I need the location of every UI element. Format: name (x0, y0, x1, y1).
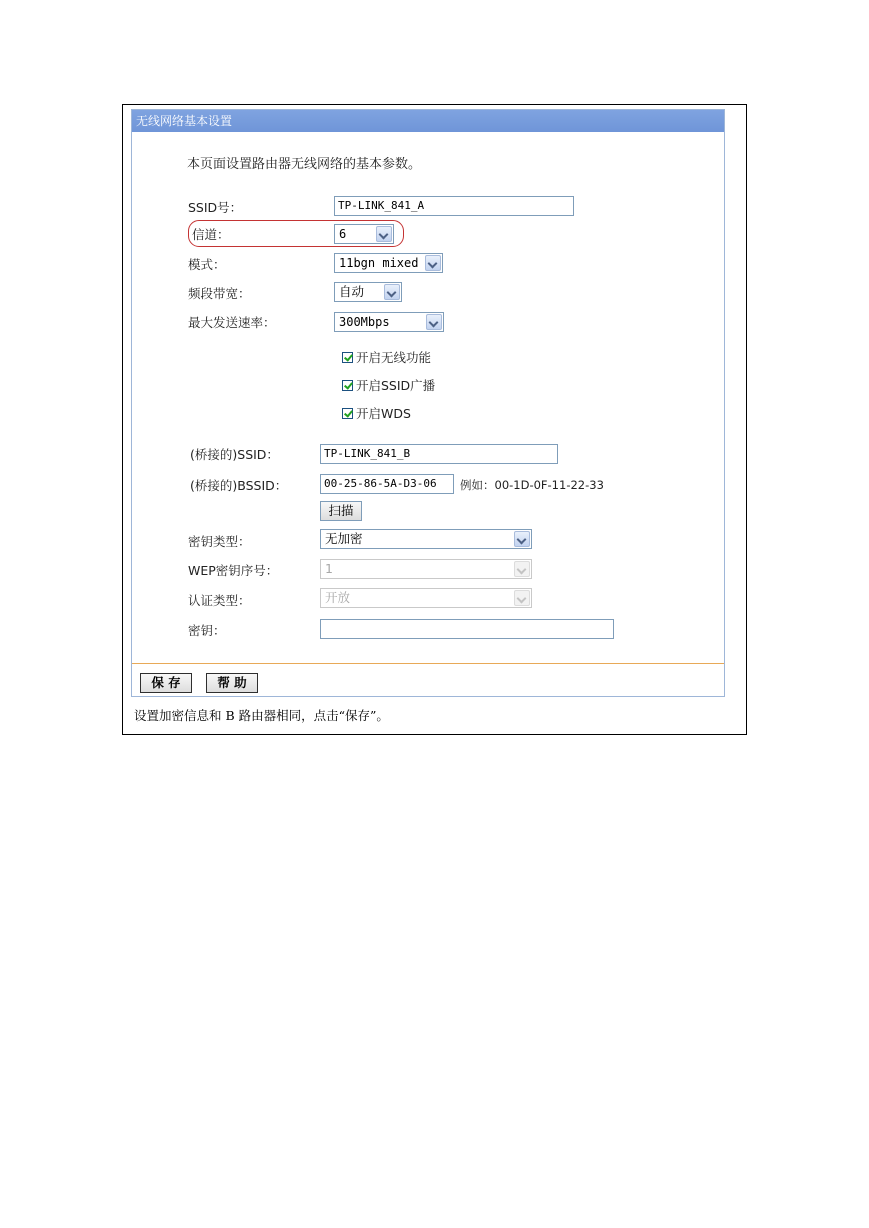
wireless-enable-label: 开启无线功能 (356, 350, 432, 365)
bandwidth-value: 自动 (339, 284, 365, 299)
wireless-enable-row[interactable] (342, 348, 431, 366)
mode-select[interactable] (334, 253, 443, 273)
wireless-enable-checkbox[interactable] (342, 352, 353, 363)
scan-button[interactable]: 扫描 (320, 501, 362, 521)
save-button[interactable]: 保 存 (140, 673, 192, 693)
chevron-down-icon (425, 255, 441, 271)
bandwidth-select[interactable] (334, 282, 402, 302)
channel-select[interactable] (334, 224, 394, 244)
panel-title: 无线网络基本设置 (132, 110, 724, 132)
chevron-down-icon (384, 284, 400, 300)
bridge-ssid-label: (桥接的)SSID： (190, 447, 279, 462)
channel-value: 6 (339, 227, 347, 241)
bssid-example: 例如：00-1D-0F-11-22-33 (460, 478, 604, 492)
auth-type-value: 开放 (325, 590, 351, 605)
wep-index-select[interactable] (320, 559, 532, 579)
max-rate-select[interactable] (334, 312, 444, 332)
bridge-ssid-input[interactable]: TP-LINK_841_B (320, 444, 558, 464)
auth-type-select[interactable] (320, 588, 532, 608)
ssid-broadcast-row[interactable] (342, 376, 435, 394)
ssid-label: SSID号： (188, 200, 243, 215)
chevron-down-icon (426, 314, 442, 330)
mode-label: 模式： (188, 257, 226, 272)
max-rate-value: 300Mbps (339, 315, 390, 329)
wds-enable-checkbox[interactable] (342, 408, 353, 419)
footer-divider (132, 663, 724, 664)
wireless-settings-panel (131, 109, 725, 697)
bridge-bssid-label: (桥接的)BSSID： (190, 478, 288, 493)
key-type-value: 无加密 (325, 531, 363, 546)
key-input[interactable] (320, 619, 614, 639)
help-button[interactable]: 帮 助 (206, 673, 258, 693)
ssid-broadcast-checkbox[interactable] (342, 380, 353, 391)
key-type-select[interactable] (320, 529, 532, 549)
wds-enable-row[interactable] (342, 404, 411, 422)
caption-text: 设置加密信息和 B 路由器相同，点击“保存”。 (134, 708, 389, 723)
bridge-bssid-input[interactable]: 00-25-86-5A-D3-06 (320, 474, 454, 494)
key-label: 密钥： (188, 623, 226, 638)
chevron-down-icon (514, 590, 530, 606)
wep-index-label: WEP密钥序号： (188, 563, 279, 578)
chevron-down-icon (514, 531, 530, 547)
max-rate-label: 最大发送速率： (188, 315, 276, 330)
auth-type-label: 认证类型： (188, 593, 251, 608)
channel-label: 信道： (192, 227, 230, 242)
key-type-label: 密钥类型： (188, 534, 251, 549)
screenshot-frame (122, 104, 747, 735)
chevron-down-icon (514, 561, 530, 577)
panel-intro: 本页面设置路由器无线网络的基本参数。 (187, 157, 422, 172)
bandwidth-label: 频段带宽： (188, 286, 251, 301)
ssid-broadcast-label: 开启SSID广播 (356, 378, 436, 393)
chevron-down-icon (376, 226, 392, 242)
mode-value: 11bgn mixed (339, 256, 419, 270)
ssid-input[interactable]: TP-LINK_841_A (334, 196, 574, 216)
wep-index-value: 1 (325, 561, 333, 576)
wds-enable-label: 开启WDS (356, 406, 411, 421)
